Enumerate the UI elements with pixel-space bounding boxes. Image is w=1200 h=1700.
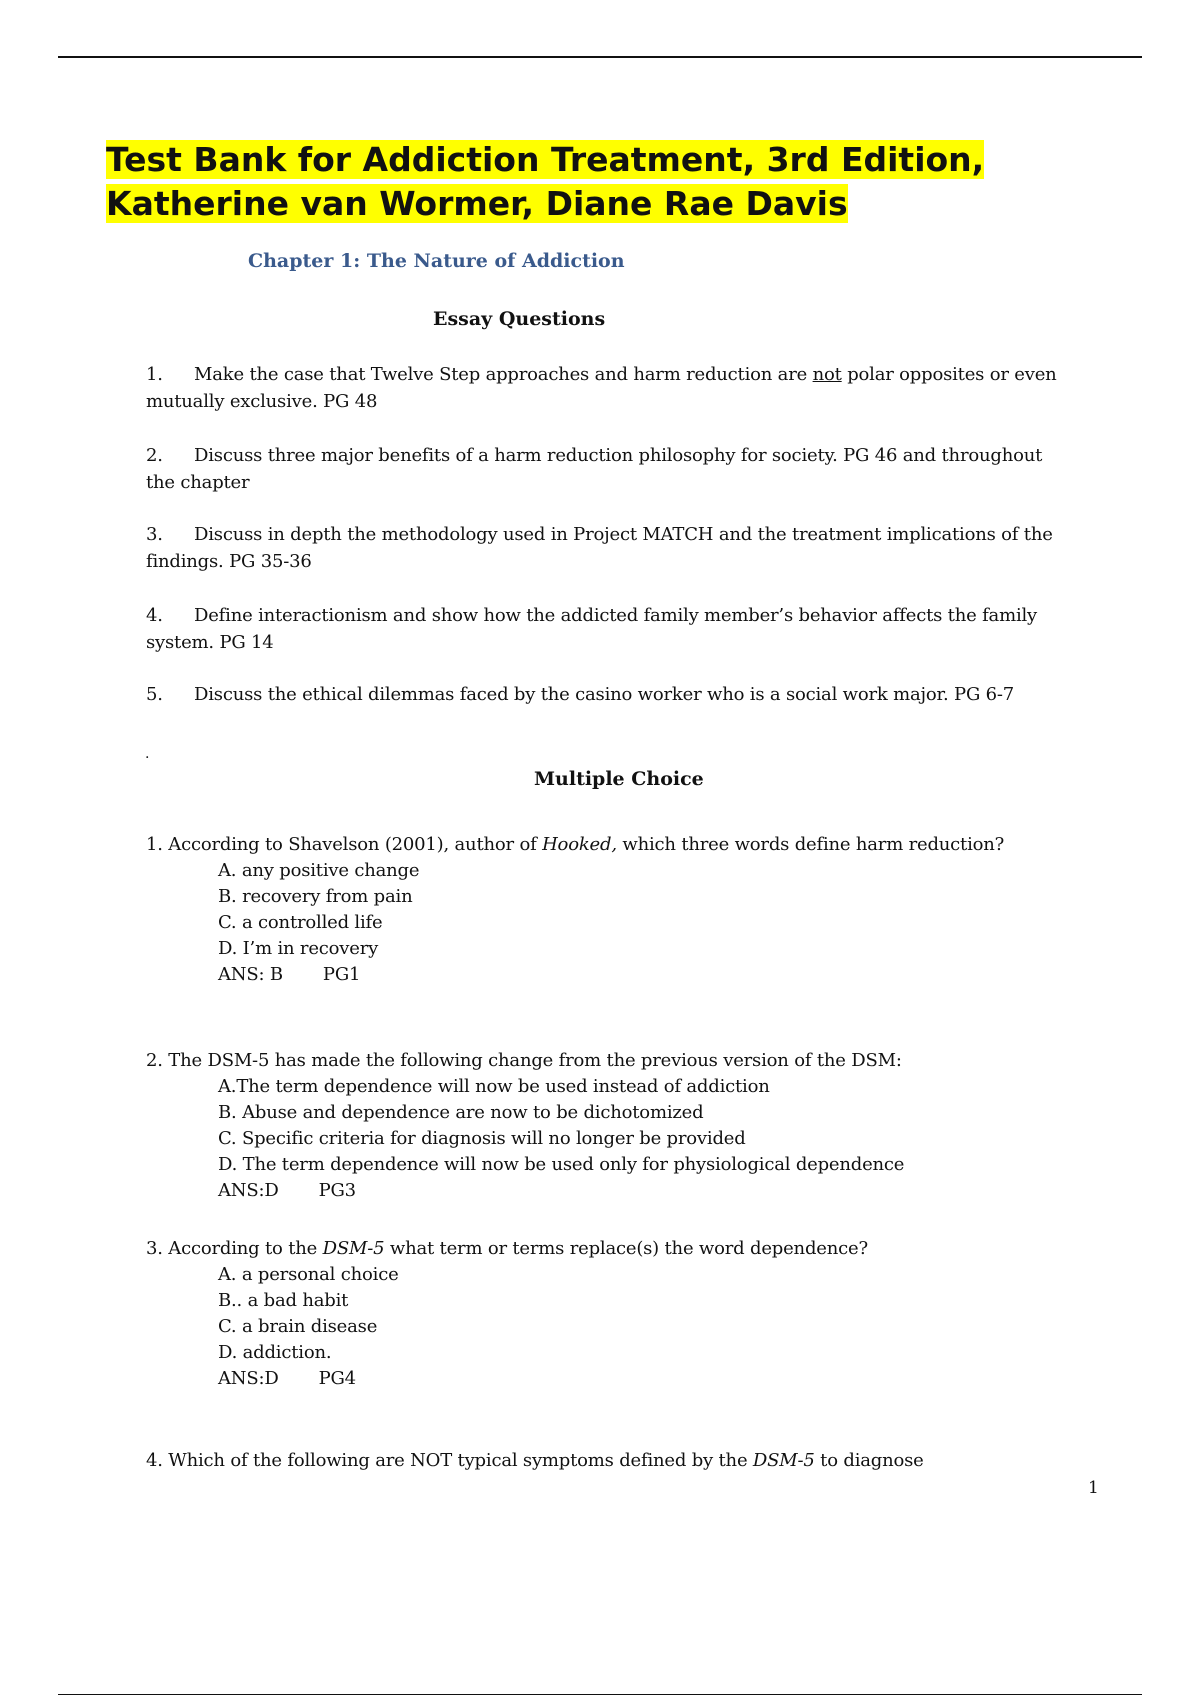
option: A.The term dependence will now be used instead of addiction (218, 1076, 770, 1097)
mc-question (146, 1236, 1046, 1392)
option: A. any positive change (218, 860, 420, 881)
multiple-choice-heading: Multiple Choice (534, 768, 704, 790)
essay-question: 5. Discuss the ethical dilemmas faced by the casino worker who is a social work major. PG 6-7 (146, 684, 1015, 705)
option: B.. a bad habit (218, 1290, 349, 1311)
option: C. Specific criteria for diagnosis will no longer be provided (218, 1128, 746, 1149)
option: C. a brain disease (218, 1316, 378, 1337)
answer-line: ANS:D PG4 (218, 1368, 356, 1389)
top-rule (58, 56, 1142, 58)
option: A. a personal choice (218, 1264, 399, 1285)
question-text: 4. Which of the following are NOT typical symptoms defined by the DSM-5 to diagnose (146, 1450, 924, 1471)
essay-question: 1. Make the case that Twelve Step approaches and harm reduction are not polar opposites or even mutually exclusive. PG 48 (146, 364, 1057, 412)
option: D. I’m in recovery (218, 938, 379, 959)
document-title: Test Bank for Addiction Treatment, 3rd Edition, Katherine van Wormer, Diane Rae Davis (106, 140, 985, 223)
mc-question (146, 1448, 1046, 1474)
separator-dot: . (145, 746, 150, 762)
options (218, 1262, 1046, 1392)
option: D. The term dependence will now be used only for physiological dependence (218, 1154, 905, 1175)
answer-line: ANS: B PG1 (218, 964, 361, 985)
option: C. a controlled life (218, 912, 383, 933)
essay-question: 2. Discuss three major benefits of a harm reduction philosophy for society. PG 46 and throughout the chapter (146, 445, 1043, 493)
essay-questions-heading: Essay Questions (433, 308, 606, 330)
question-text: 3. According to the DSM-5 what term or terms replace(s) the word dependence? (146, 1238, 868, 1259)
page-number: 1 (1088, 1478, 1099, 1498)
option: B. Abuse and dependence are now to be dichotomized (218, 1102, 704, 1123)
chapter-heading: Chapter 1: The Nature of Addiction (248, 250, 625, 272)
question-text: 2. The DSM-5 has made the following change from the previous version of the DSM: (146, 1050, 902, 1071)
options (218, 858, 1046, 988)
mc-question (146, 832, 1046, 988)
essay-question: 4. Define interactionism and show how the addicted family member’s behavior affects the family system. PG 14 (146, 605, 1038, 653)
options (218, 1074, 1046, 1204)
answer-line: ANS:D PG3 (218, 1180, 356, 1201)
bottom-rule (58, 1694, 1142, 1695)
option: D. addiction. (218, 1342, 332, 1363)
mc-question (146, 1048, 1046, 1204)
question-text: 1. According to Shavelson (2001), author of Hooked, which three words define harm reduction? (146, 834, 1005, 855)
option: B. recovery from pain (218, 886, 413, 907)
essay-question: 3. Discuss in depth the methodology used in Project MATCH and the treatment implications of the findings. PG 35-36 (146, 524, 1053, 572)
